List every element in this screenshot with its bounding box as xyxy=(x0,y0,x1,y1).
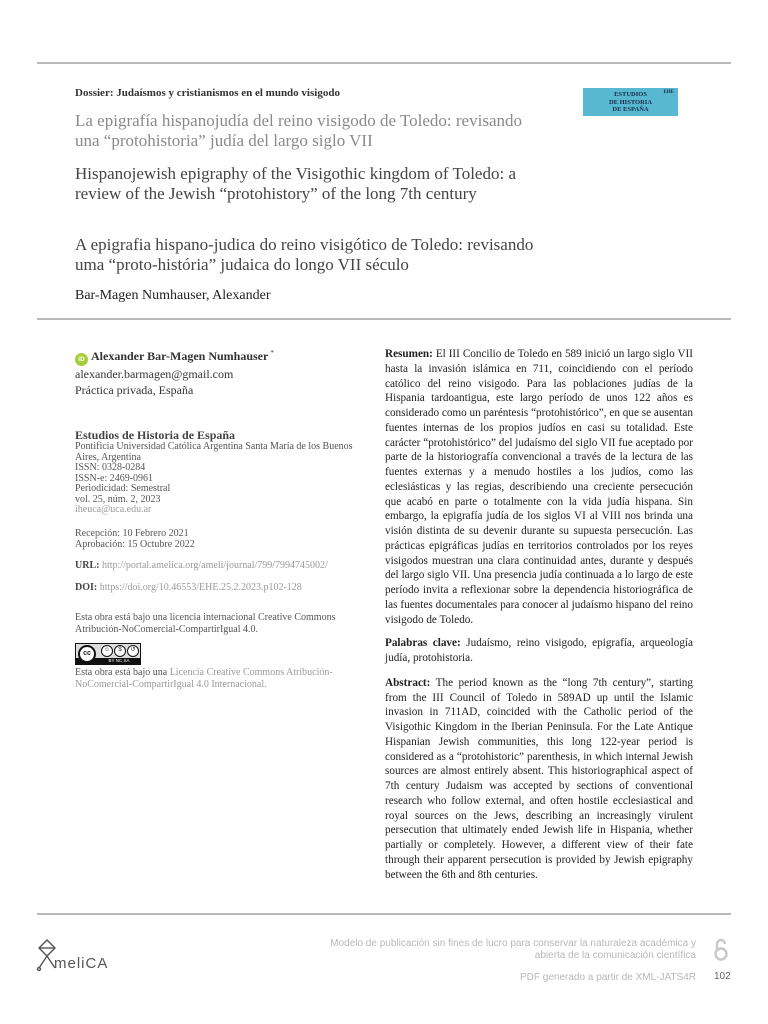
journal-name: Estudios de Historia de España xyxy=(75,428,236,442)
author-info xyxy=(75,345,365,398)
journal-logo-line: DE HISTORIA xyxy=(608,98,653,106)
cc-license-badge[interactable] xyxy=(75,643,141,665)
dossier-label: Dossier: Judaísmos y cristianismos en el mundo visigodo xyxy=(75,87,340,99)
journal-contact[interactable]: iheuca@uca.edu.ar xyxy=(75,504,152,515)
license-prefix: Esta obra está bajo una xyxy=(75,667,168,678)
abstract-spanish xyxy=(385,347,693,627)
article-dates xyxy=(75,528,195,550)
footer-pdf-text: PDF generado a partir de XML-JATS4R xyxy=(519,972,696,983)
url-label: URL: xyxy=(75,560,100,571)
author-marker: * xyxy=(270,349,274,357)
cc-icon: cc xyxy=(78,645,96,663)
abstract-column xyxy=(385,347,693,882)
title-english: Hispanojewish epigraphy of the Visigothic kingdom of Toledo: a review of the Jewish “protohistory” of the long 7th century xyxy=(75,164,516,203)
title-spanish: La epigrafía hispanojudía del reino visigodo de Toledo: revisando una “protohistoria” judía del largo siglo VII xyxy=(75,111,522,150)
keywords-text: Judaísmo, reino visigodo, epigrafía, arqueología judía, protohistoria. xyxy=(385,637,694,664)
doi-line xyxy=(75,582,302,593)
nc-icon: $ xyxy=(114,645,126,657)
date-received: Recepción: 10 Febrero 2021 xyxy=(75,528,189,539)
title-portuguese: A epigrafia hispano-judica do reino visigótico de Toledo: revisando uma “proto-história” judaica do longo VII século xyxy=(75,235,534,274)
sa-icon: ↺ xyxy=(127,645,139,657)
title-rule xyxy=(37,318,731,320)
license-link[interactable]: Licencia Creative Commons Atribución-NoComercial-CompartirIgual 4.0 Internacional. xyxy=(75,667,333,690)
by-icon: ☺ xyxy=(101,645,113,657)
keywords xyxy=(385,636,693,666)
journal-logo-tag: EHE xyxy=(663,90,674,95)
journal-volume: vol. 25, núm. 2, 2023 xyxy=(75,493,161,505)
article-url-link[interactable]: http://portal.amelica.org/ameli/journal/799/7994745002/ xyxy=(101,560,328,571)
license-text-2 xyxy=(75,667,365,690)
doi-label: DOI: xyxy=(75,582,98,593)
doi-link[interactable]: https://doi.org/10.46553/EHE.25.2.2023.p102-128 xyxy=(99,582,302,593)
author-email[interactable]: alexander.barmagen@gmail.com xyxy=(75,367,234,381)
journal-logo-line: DE ESPAÑA xyxy=(612,106,649,113)
footer-model-text: Modelo de publicación sin fines de lucro para conservar la naturaleza académica y abierta de la comunicación científica xyxy=(330,938,696,961)
keywords-label: Palabras clave: xyxy=(385,637,461,650)
amelica-logo-text: meliCA xyxy=(54,955,109,972)
orcid-icon[interactable]: iD xyxy=(75,353,88,366)
date-approved: Aprobación: 15 Octubre 2022 xyxy=(75,539,195,550)
top-rule xyxy=(37,62,731,64)
journal-issn-e: ISSN-e: 2469-0961 xyxy=(75,472,154,484)
journal-frequency: Periodicidad: Semestral xyxy=(75,483,171,494)
url-line xyxy=(75,560,328,571)
journal-publisher: Pontificia Universidad Católica Argentina Santa María de los Buenos Aires, Argentina xyxy=(75,441,353,463)
author-byline: Bar-Magen Numhauser, Alexander xyxy=(75,288,271,303)
license-text: Esta obra está bajo una licencia internacional Creative Commons Atribución-NoComercial-CompartirIgual 4.0. xyxy=(75,612,336,635)
cc-badge-label: BY NC SA xyxy=(108,658,130,663)
abstract-english-text: The period known as the “long 7th century”, starting from the III Council of Toledo in 589AD up until the Islamic invasion in 711AD, coincided with the Catholic period of the Visigothic Kingdom in the Iberian Peninsula. For the Late Antique Hispanian Jewish communities, this long 122-year period is considered as a “protohistoric” parenthesis, in which internal Jewish sources are almost entirely absent. This historiographical aspect of 7th century Judaism was accepted by sections of conventional research who follow external, and often hostile ecclesiastical and royal sources on the Jews, describing an increasingly virulent persecution that ultimately ended Jewish life in Hispania, whether partially or completely. However, a different view of their fate through their apparent persecution is provided by Jewish epigraphy between the 6th and 8th centuries. xyxy=(385,676,693,881)
abstract-english-label: Abstract: xyxy=(385,676,431,689)
abstract-english xyxy=(385,676,693,883)
author-name: Alexander Bar-Magen Numhauser xyxy=(91,349,269,363)
page-number: 102 xyxy=(714,971,731,982)
journal-logo xyxy=(583,88,678,116)
author-affiliation: Práctica privada, España xyxy=(75,383,194,397)
abstract-spanish-text: El III Concilio de Toledo en 589 inició un largo siglo VII hasta la invasión islámica en 711, coincidiendo con el período católico del reino visigodo. Para las poblaciones judías de la Hispania tardoantigua, este largo período de unos 122 años es considerado como un paréntesis “protohistórico”, en que se ausentan fuentes internas de los propios judíos en casi su totalidad. Este carácter “protohistórico” del judaísmo del siglo VII fue aceptado por parte de la historiografía convencional a través de la lectura de las fuentes externas y a menudo hostiles a los judíos, como las eclesiásticas y las regias, describiendo una creciente persecución que acabó en parte o totalmente con la vida judía hispana. Sin embargo, la epigrafía judía de los siglos VI al VIII nos brinda una visión distinta de su devenir durante su supuesta persecución. Las prácticas epigráficas judías en territorios controlados por los reyes visigodos muestran una clara continuidad antes, durante y después del largo siglo VII. Una presencia judía continuada a lo largo de este período invita a reflexionar sobre la dependencia historiográfica de las fuentes documentales para conocer al judaísmo hispano del reino visigodo de Toledo. xyxy=(385,348,694,626)
journal-info xyxy=(75,429,365,516)
journal-logo-line: ESTUDIOS xyxy=(614,91,647,98)
open-access-icon xyxy=(713,938,729,962)
footer-rule xyxy=(37,913,731,915)
journal-issn: ISSN: 0328-0284 xyxy=(75,462,146,473)
abstract-spanish-label: Resumen: xyxy=(385,348,433,360)
